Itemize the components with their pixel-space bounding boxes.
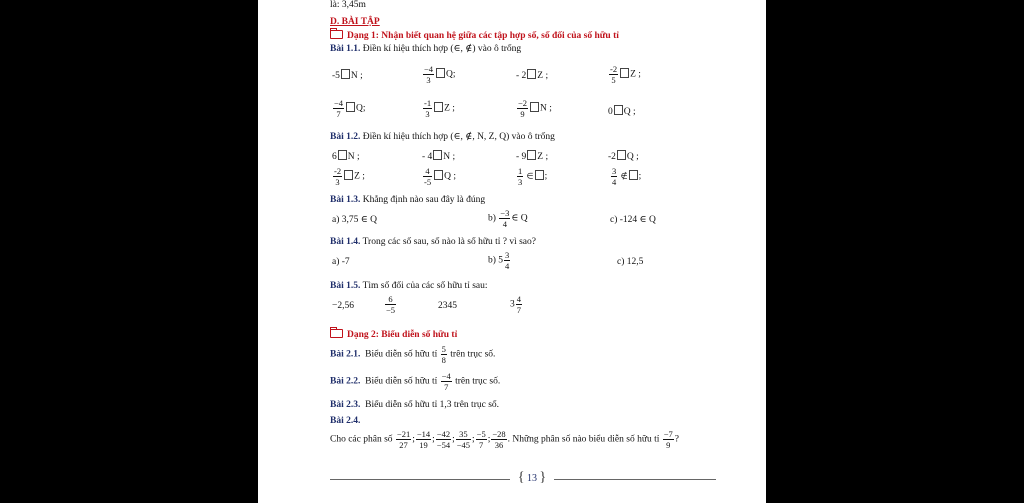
top-line: là: 3,45m [330,0,366,10]
footer-rule-left [330,479,510,480]
b13-a: a) 3,75 ∈ Q [332,215,378,225]
page-number: { 13 } [517,470,547,485]
b11-r1-c1: -5 N ; [332,71,363,81]
b11-r1-c4: $\frac{-2}{5}$ Z ; [610,64,641,85]
b13-c: c) -124 ∈ Q [610,215,656,225]
b12-r1-c2: - 4 N ; [422,152,456,162]
footer-rule-right [554,479,716,480]
b13-b: b) $\frac{-3}{4}$ ∈ Q [488,208,528,229]
b12-r2-c3: $\frac{1}{3}$ ∈ ; [518,166,548,187]
b24-line: Cho các phân số $\frac{-21}{27}$ ; $\frac{-14}{19}$ ; $\frac{-42}{-54}$ ; $\frac{35}{-45}$ ; $\frac{-5}{7}$ ; $\frac{-28}{36}$ . Những phân số nào biểu diễn số hữu tỉ $\frac{-7}{9}$ ? [330,429,680,450]
b12-r2-c4: $\frac{3}{4}$ ∉ ; [612,166,642,187]
b11-r2-c3: $\frac{-2}{9}$ N ; [518,98,552,119]
b12-r1-c4: -2 Q ; [608,152,639,162]
b15-v1: −2,56 [332,301,354,311]
b22-line: Bài 2.2. Biểu diễn số hữu tỉ $\frac{-4}{7}$ trên trục số. [330,371,501,392]
b15-v4: 3 $\frac{4}{7}$ [510,294,521,315]
b15-v2: $\frac{6}{-5}$ [386,294,396,315]
b14-heading: Bài 1.4. Trong các số sau, số nào là số hữu tỉ ? vì sao? [330,237,536,247]
section-title: D. BÀI TẬP [330,17,380,27]
b15-heading: Bài 1.5. Tìm số đối của các số hữu tỉ sau: [330,281,488,291]
folder-icon [330,329,343,338]
b14-a: a) -7 [332,257,350,267]
b15-v3: 2345 [438,301,457,311]
b12-r1-c3: - 9 Z ; [516,152,549,162]
b12-r2-c2: $\frac{4}{-5}$ Q ; [424,166,456,187]
dang1-heading: Dạng 1: Nhận biết quan hệ giữa các tập hợp số, số đối của số hữu tỉ [330,30,619,42]
b12-heading: Bài 1.2. Điền kí hiệu thích hợp (∈, ∉, N, Z, Q) vào ô trống [330,132,555,142]
b12-r1-c1: 6 N ; [332,152,360,162]
b13-heading: Bài 1.3. Khẳng định nào sau đây là đúng [330,195,486,205]
folder-icon [330,30,343,39]
b11-r2-c2: $\frac{-1}{3}$ Z ; [424,98,455,119]
b11-r2-c4: 0 Q ; [608,107,636,117]
document-page [258,0,766,503]
dang2-heading: Dạng 2: Biểu diễn số hữu tỉ [330,329,457,341]
b14-b: b) 5 $\frac{3}{4}$ [488,250,510,271]
b11-r1-c3: - 2 Z ; [516,71,549,81]
b14-c: c) 12,5 [617,257,644,267]
b11-heading: Bài 1.1. Điền kí hiệu thích hợp (∈, ∉) vào ô trống [330,44,522,54]
b24-label: Bài 2.4. [330,416,361,426]
b11-r1-c2: $\frac{-4}{3}$ Q; [424,64,456,85]
b11-r2-c1: $\frac{-4}{7}$ Q; [334,98,366,119]
b23-line: Bài 2.3. Biểu diễn số hữu tỉ 1,3 trên trục số. [330,400,500,410]
b21-line: Bài 2.1. Biểu diễn số hữu tỉ $\frac{5}{8}$ trên trục số. [330,344,496,365]
b12-r2-c1: $\frac{-2}{3}$ Z ; [334,166,365,187]
